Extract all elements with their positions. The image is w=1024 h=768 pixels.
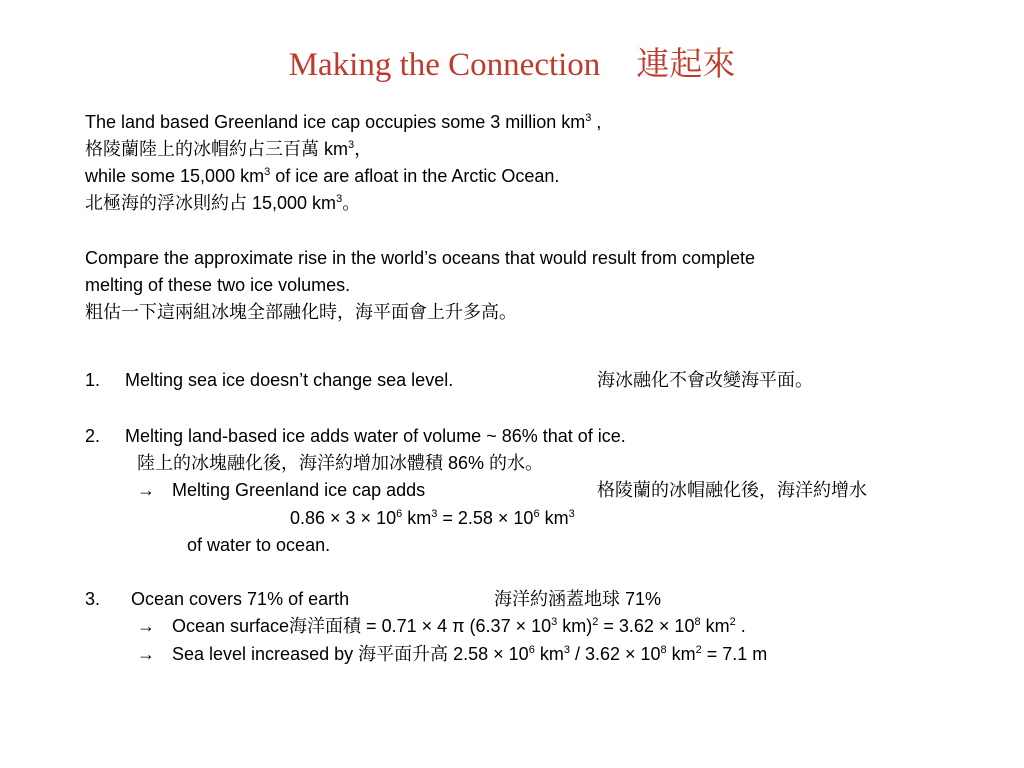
point-3-number: 3.	[85, 589, 101, 609]
point-1-english: Melting sea ice doesn’t change sea level.	[125, 370, 454, 390]
calc-part: 0.86 × 3 × 10	[290, 508, 397, 528]
intro-line-4-text: 北極海的浮冰則約占 15,000 km	[85, 193, 337, 213]
formula-part: / 3.62 × 10	[569, 644, 661, 664]
page-title	[0, 38, 1024, 85]
superscript: 6	[396, 508, 403, 520]
formula-part: km	[666, 644, 696, 664]
point-2-chinese: 陸上的冰塊融化後，海洋約增加冰體積 86% 的水。	[137, 453, 544, 473]
title-chinese: 連起來	[636, 47, 736, 83]
arrow-icon: →	[137, 616, 155, 636]
superscript: 3	[431, 508, 438, 520]
superscript: 3	[585, 112, 592, 124]
intro-line-3-text: while some 15,000 km	[85, 166, 265, 186]
calc-part: km	[539, 508, 569, 528]
superscript: 2	[592, 616, 599, 628]
point-1-number: 1.	[85, 370, 101, 390]
point-2-sub-chinese: 格陵蘭的冰帽融化後，海洋約增水	[597, 480, 867, 500]
intro-line-2-text: 格陵蘭陸上的冰帽約占三百萬 km	[85, 139, 348, 159]
formula-part: .	[735, 616, 746, 636]
point-3-english: Ocean covers 71% of earth	[131, 589, 350, 609]
point-2-tail: of water to ocean.	[187, 535, 331, 555]
intro-line-1-end: ,	[591, 112, 602, 132]
intro-line-4	[85, 192, 360, 214]
superscript: 2	[729, 616, 736, 628]
point-3-sea-level-line	[172, 643, 767, 665]
calc-part: km	[402, 508, 432, 528]
intro-line-3-end: of ice are afloat in the Arctic Ocean.	[270, 166, 560, 186]
formula-part: Ocean surface海洋面積 = 0.71 × 4 π (6.37 × 10	[172, 616, 552, 636]
formula-part: = 7.1 m	[701, 644, 768, 664]
superscript: 6	[533, 508, 540, 520]
intro-line-1-text: The land based Greenland ice cap occupies some 3 million km	[85, 112, 586, 132]
superscript: 3	[568, 508, 575, 520]
superscript: 3	[551, 616, 558, 628]
point-2-sub-english: Melting Greenland ice cap adds	[172, 480, 426, 500]
arrow-icon: →	[137, 644, 155, 664]
superscript: 2	[695, 644, 702, 656]
formula-part: Sea level increased by 海平面升高 2.58 × 10	[172, 644, 529, 664]
intro-line-3	[85, 165, 559, 187]
point-2-number: 2.	[85, 426, 101, 446]
superscript: 8	[694, 616, 701, 628]
formula-part: km	[534, 644, 564, 664]
intro-line-2	[85, 138, 372, 160]
point-3-chinese: 海洋約涵蓋地球 71%	[494, 589, 662, 609]
title-english: Making the Connection	[288, 47, 601, 83]
question-line-1: Compare the approximate rise in the world’s oceans that would result from complete	[85, 248, 755, 268]
arrow-icon: →	[137, 480, 155, 500]
point-3-surface-line	[172, 615, 746, 637]
intro-line-4-end: 。	[342, 193, 361, 213]
point-2-calculation	[290, 507, 575, 529]
superscript: 3	[264, 166, 271, 178]
question-line-2: melting of these two ice volumes.	[85, 275, 351, 295]
superscript: 3	[563, 644, 570, 656]
superscript: 3	[336, 193, 343, 205]
formula-part: km)	[557, 616, 593, 636]
question-line-3: 粗估一下這兩組冰塊全部融化時，海平面會上升多高。	[85, 302, 517, 322]
formula-part: km	[700, 616, 730, 636]
calc-part: = 2.58 × 10	[437, 508, 534, 528]
formula-part: = 3.62 × 10	[598, 616, 695, 636]
superscript: 3	[348, 139, 355, 151]
superscript: 6	[528, 644, 535, 656]
point-1-chinese: 海冰融化不會改變海平面。	[597, 370, 813, 390]
intro-line-2-end: ，	[354, 139, 373, 159]
superscript: 8	[660, 644, 667, 656]
intro-line-1	[85, 111, 601, 133]
point-2-english: Melting land-based ice adds water of volume ~ 86% that of ice.	[125, 426, 626, 446]
